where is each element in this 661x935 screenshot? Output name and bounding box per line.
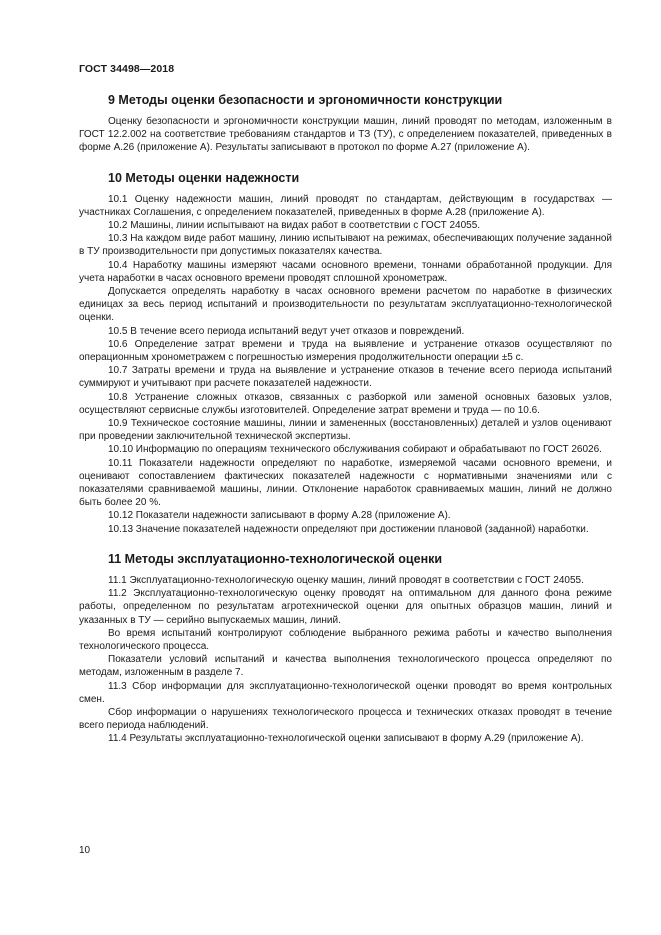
paragraph: 10.12 Показатели надежности записывают в форму А.28 (приложение А).: [108, 510, 451, 522]
paragraph: 10.8 Устранение сложных отказов, связанных с разборкой или заменой основных базовых узлов, осуществляют сервисные службы изготовителей. Определение затрат времени и труда — по 10.6.: [79, 391, 612, 416]
standard-header: ГОСТ 34498—2018: [79, 63, 175, 75]
paragraph: 10.3 На каждом виде работ машину, линию испытывают на режимах, обеспечивающих получение заданной в ТУ производительности при допустимых показателях качества.: [79, 233, 612, 258]
paragraph: Показатели условий испытаний и качества выполнения технологического процесса определяют по методам, изложенным в разделе 7.: [79, 654, 612, 679]
section-9-title: 9 Методы оценки безопасности и эргономичности конструкции: [108, 93, 503, 107]
paragraph: 10.11 Показатели надежности определяют по наработке, измеряемой часами основного времени, и оценивают сопоставлением фактических показателей надежности с нормативными значениями или с показателями сравниваемой машины, линии. Отклонение наработок сравниваемых машин, линий не должно быть более 20 %.: [79, 457, 612, 509]
paragraph: 11.4 Результаты эксплуатационно-технологической оценки записывают в форму А.29 (приложение А).: [108, 733, 584, 745]
paragraph: Допускается определять наработку в часах основного времени расчетом по наработке в физических единицах за весь период испытаний и производительности по результатам эксплуатационно-технологической оценки.: [79, 286, 612, 324]
paragraph: 10.1 Оценку надежности машин, линий проводят по стандартам, действующим в государствах — участниках Соглашения, с определением показателей, приведенных в форме А.28 (приложение А).: [79, 193, 612, 218]
section-10-title: 10 Методы оценки надежности: [108, 170, 300, 185]
section-11-title: 11 Методы эксплуатационно-технологической оценки: [108, 551, 443, 566]
paragraph: Оценку безопасности и эргономичности конструкции машин, линий проводят по методам, изложенным в ГОСТ 12.2.002 на соответствие требованиям стандартов и ТЗ (ТУ), с определением показателей, приведенных в форме А.26 (приложение А). Результаты записывают в протокол по форме А.27 (приложение А).: [79, 116, 612, 154]
document-body: [79, 92, 612, 746]
paragraph: 10.2 Машины, линии испытывают на видах работ в соответствии с ГОСТ 24055.: [108, 220, 481, 232]
paragraph: 10.6 Определение затрат времени и труда на выявление и устранение отказов осуществляют по операционным хронометражем с погрешностью измерения продолжительности операции ±5 с.: [79, 338, 612, 364]
paragraph: 11.2 Эксплуатационно-технологическую оценку проводят на оптимальном для данного фона режиме работы, определенном по результатам агротехнической оценки для опытных образцов машин, линий и указанных в ТУ — серийно выпускаемых машин, линий.: [79, 588, 612, 626]
paragraph: 11.3 Сбор информации для эксплуатационно-технологической оценки проводят во время контрольных смен.: [79, 680, 612, 705]
paragraph: 10.10 Информацию по операциям технического обслуживания собирают и обрабатывают по ГОСТ 26026.: [108, 444, 602, 456]
paragraph: 10.9 Техническое состояние машины, линии и замененных (восстановленных) деталей и узлов оценивают при проведении заключительной технической экспертизы.: [79, 418, 612, 443]
paragraph: 10.4 Наработку машины измеряют часами основного времени, тоннами обработанной продукции. Для учета наработки в часах основного времени проводят сплошной хронометраж.: [79, 259, 612, 284]
paragraph: 10.5 В течение всего периода испытаний ведут учет отказов и повреждений.: [108, 325, 465, 337]
paragraph: Сбор информации о нарушениях технологического процесса и технических отказах проводят в течение всего периода наблюдений.: [79, 706, 612, 732]
paragraph: 11.1 Эксплуатационно-технологическую оценку машин, линий проводят в соответствии с ГОСТ 24055.: [108, 574, 584, 586]
paragraph: 10.13 Значение показателей надежности определяют при достижении плановой (заданной) наработки.: [108, 523, 589, 535]
page-number: 10: [79, 845, 91, 856]
paragraph: Во время испытаний контролируют соблюдение выбранного режима работы и качество выполнения технологического процесса.: [79, 627, 612, 652]
paragraph: 10.7 Затраты времени и труда на выявление и устранение отказов в течение всего периода испытаний суммируют и учитывают при расчете показателей надежности.: [79, 365, 612, 390]
